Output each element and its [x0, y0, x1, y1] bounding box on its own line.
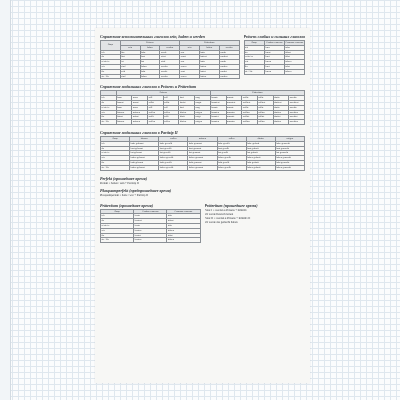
table-cell: wollten: [242, 120, 258, 125]
person-cell: ich: [244, 45, 264, 50]
header-cell: Сильные глаголы: [167, 209, 200, 214]
table-cell: haben gesollt: [217, 156, 246, 161]
table-cell: habt gemocht: [275, 160, 304, 165]
table-cell: fährst: [284, 50, 304, 55]
table-cell: können: [116, 110, 132, 115]
table-cell: mochte: [289, 105, 305, 110]
table-body: [101, 50, 240, 79]
header-cell: Präsens: [116, 91, 210, 96]
table-cell: haben gewollt: [159, 156, 188, 161]
table-cell: durfte: [273, 105, 289, 110]
header-cell: Лицо: [101, 209, 134, 214]
present-tense-table: [244, 40, 306, 75]
table-cell: mochten: [289, 110, 305, 115]
table-cell: wollen: [148, 120, 164, 125]
table-cell: habt gesollt: [217, 160, 246, 165]
table-cell: musste: [226, 96, 242, 101]
table-cell: habe: [140, 50, 160, 55]
table-cell: mag: [195, 105, 211, 110]
header-cell: Лицо: [101, 41, 121, 51]
table-cell: durftet: [273, 115, 289, 120]
table-cell: sollten: [257, 110, 273, 115]
table-cell: darf: [179, 105, 195, 110]
lower-section: [100, 201, 305, 244]
person-cell: wir: [101, 228, 134, 233]
person-cell: du: [101, 55, 121, 60]
table-cell: darfst: [179, 100, 195, 105]
prateritum-table: [100, 209, 201, 244]
table-header-row: [244, 41, 305, 46]
table-cell: darf: [179, 96, 195, 101]
person-cell: ich: [101, 96, 117, 101]
table-cell: hat: [140, 60, 160, 65]
table-cell: fuhrst: [167, 219, 200, 224]
table-cell: müssen: [132, 110, 148, 115]
table-cell: wolltest: [242, 100, 258, 105]
person-cell: er/sie/es: [101, 60, 121, 65]
header-cell: Präteritum: [210, 91, 304, 96]
table-cell: wolltet: [242, 115, 258, 120]
table-cell: lernen: [264, 60, 284, 65]
table-row: [101, 238, 201, 243]
person-cell: sie / Sie: [244, 69, 264, 74]
table-cell: hattest: [199, 55, 219, 60]
header-cell: Präsens: [120, 41, 179, 46]
table-cell: fahrt: [284, 64, 304, 69]
header-cell: Präteritum: [180, 41, 239, 46]
table-cell: dürfen: [179, 110, 195, 115]
table-cell: habt gekonnt: [130, 160, 159, 165]
table-cell: konnten: [210, 110, 226, 115]
table-cell: fahren: [284, 60, 304, 65]
person-cell: er/sie/es: [101, 151, 130, 156]
table-cell: lernt: [264, 64, 284, 69]
table-cell: dürfen: [179, 120, 195, 125]
table-cell: werdet: [160, 69, 180, 74]
table-cell: musst: [132, 100, 148, 105]
table-cell: fuhr: [167, 214, 200, 219]
perfekt-rule: Perfekt = haben / sein + Partizip II: [100, 181, 139, 185]
table-cell: sind: [120, 64, 140, 69]
header-cell: sollen: [217, 136, 246, 141]
auxiliary-verbs-block: [100, 32, 240, 79]
table-cell: hast: [140, 55, 160, 60]
table-cell: wurden: [219, 74, 239, 79]
table-cell: hat gemusst: [188, 151, 217, 156]
table-cell: haben gewollt: [159, 165, 188, 170]
table-cell: fährt: [284, 55, 304, 60]
table-cell: wurde: [219, 60, 239, 65]
table-cell: lerntest: [134, 219, 167, 224]
table-cell: lerne: [264, 45, 284, 50]
table-cell: wollte: [242, 105, 258, 110]
table-cell: konnte: [210, 96, 226, 101]
table-cell: sollte: [257, 96, 273, 101]
table-cell: durften: [273, 110, 289, 115]
perfekt-title: Perfekt (прошедшее время): [100, 175, 148, 181]
table-cell: haben gemocht: [275, 165, 304, 170]
table-cell: ist: [120, 60, 140, 65]
table-cell: fuhrt: [167, 233, 200, 238]
table-cell: kann: [116, 96, 132, 101]
person-cell: ihr: [244, 64, 264, 69]
table-cell: fahren: [284, 69, 304, 74]
table-cell: will: [148, 105, 164, 110]
grammar-sheet: [95, 28, 310, 383]
partizip-table: [100, 136, 305, 171]
table-cell: mögen: [195, 120, 211, 125]
table-cell: haben gedurft: [246, 165, 275, 170]
table-cell: wird: [160, 60, 180, 65]
header-cell: sein: [180, 45, 200, 50]
person-cell: er/sie/es: [101, 105, 117, 110]
table-cell: hatten: [199, 74, 219, 79]
person-cell: du: [244, 50, 264, 55]
table-cell: will: [148, 96, 164, 101]
table-cell: hast gesollt: [217, 146, 246, 151]
person-cell: er/sie/es: [101, 223, 134, 228]
table-cell: bin: [120, 50, 140, 55]
futur-block: [205, 201, 306, 244]
table-cell: mochtet: [289, 115, 305, 120]
table-cell: mögen: [195, 110, 211, 115]
table-cell: konntet: [210, 115, 226, 120]
table-cell: konntest: [210, 100, 226, 105]
table-cell: wollte: [242, 96, 258, 101]
table-cell: soll: [163, 105, 179, 110]
table-cell: müsst: [132, 115, 148, 120]
table-cell: haben gesollt: [217, 165, 246, 170]
table-cell: können: [116, 120, 132, 125]
table-cell: hast gemocht: [275, 146, 304, 151]
person-cell: sie / Sie: [101, 74, 121, 79]
table-cell: sollte: [257, 105, 273, 110]
table-cell: haben gekonnt: [130, 156, 159, 161]
table-cell: werde: [160, 50, 180, 55]
person-cell: er/sie/es: [244, 55, 264, 60]
table-cell: habe gemocht: [275, 141, 304, 146]
person-cell: ich: [101, 214, 134, 219]
person-cell: ihr: [101, 69, 121, 74]
notebook-page-edge: [0, 0, 11, 400]
header-cell: sein: [120, 45, 140, 50]
table-cell: habe gesollt: [217, 141, 246, 146]
table-cell: hattet: [199, 69, 219, 74]
table-cell: dürft: [179, 115, 195, 120]
futur-title: Präteritum (прошедшее время): [204, 202, 258, 208]
table-body: [101, 96, 305, 125]
table-cell: hat gewollt: [159, 151, 188, 156]
table-cell: hast gewollt: [159, 146, 188, 151]
table-cell: wurde: [219, 50, 239, 55]
table-cell: mussten: [226, 110, 242, 115]
table-cell: musste: [226, 105, 242, 110]
table-cell: bist: [120, 55, 140, 60]
table-cell: fuhren: [167, 238, 200, 243]
person-cell: wir: [101, 156, 130, 161]
table-cell: mochte: [289, 96, 305, 101]
table-cell: haben: [140, 64, 160, 69]
table-cell: mag: [195, 96, 211, 101]
table-cell: habt: [140, 69, 160, 74]
table-cell: fuhren: [167, 228, 200, 233]
table-cell: lernst: [264, 50, 284, 55]
table-cell: hast gemusst: [188, 146, 217, 151]
table-cell: lernten: [134, 228, 167, 233]
table-cell: habt gemusst: [188, 160, 217, 165]
table-row: [101, 165, 305, 170]
table-cell: wollt: [148, 115, 164, 120]
table-cell: muss: [132, 96, 148, 101]
table-cell: war: [180, 50, 200, 55]
table-cell: sollst: [163, 100, 179, 105]
table-cell: lernen: [264, 69, 284, 74]
futur-example: Ich werde Deutsch lernen: [204, 212, 234, 216]
table-cell: wurdest: [219, 55, 239, 60]
table-cell: sollen: [163, 110, 179, 115]
person-cell: du: [101, 100, 117, 105]
table-body: [101, 141, 305, 170]
table-cell: konnte: [210, 105, 226, 110]
header-cell: Слабые глаголы: [134, 209, 167, 214]
table-cell: durftest: [273, 100, 289, 105]
table-cell: musstest: [226, 100, 242, 105]
futur-rule: Futur II = werden в Präsens + Infinitiv II: [204, 216, 251, 220]
table-cell: lerntet: [134, 233, 167, 238]
table-cell: müssen: [132, 120, 148, 125]
person-cell: sie / Sie: [101, 120, 117, 125]
header-cell: werden: [160, 45, 180, 50]
table-cell: hat gedurft: [246, 151, 275, 156]
header-cell: haben: [140, 45, 160, 50]
table-cell: mussten: [226, 120, 242, 125]
table-cell: solltet: [257, 115, 273, 120]
table-body: [101, 214, 201, 243]
header-cell: müssen: [188, 136, 217, 141]
table-row: [244, 69, 305, 74]
table-cell: könnt: [116, 115, 132, 120]
prateritum-block: [100, 201, 201, 244]
table-cell: musstet: [226, 115, 242, 120]
table-cell: sollen: [163, 120, 179, 125]
table-cell: solltest: [257, 100, 273, 105]
header-cell: Сильные глаголы: [285, 41, 304, 44]
table-cell: konnten: [210, 120, 226, 125]
partizip-title: Спряжение модальных глаголов в Partizip II: [100, 129, 178, 135]
table-cell: mögt: [195, 115, 211, 120]
table-cell: muss: [132, 105, 148, 110]
person-cell: du: [101, 146, 130, 151]
plusquamperfekt-rule: Plusquamperfekt = hatte / war + Partizip II: [100, 193, 148, 197]
person-cell: ihr: [101, 115, 117, 120]
table-cell: habt gewollt: [159, 160, 188, 165]
table-cell: haben gekonnt: [130, 165, 159, 170]
table-cell: habt gedurft: [246, 160, 275, 165]
table-cell: warst: [180, 55, 200, 60]
table-cell: wirst: [160, 55, 180, 60]
table-cell: haben gemocht: [275, 156, 304, 161]
futur-rule: Futur I = werden в Präsens + Infinitiv: [204, 208, 247, 212]
table-cell: willst: [148, 100, 164, 105]
table-cell: hast gekonnt: [130, 146, 159, 151]
table-cell: hatte: [199, 60, 219, 65]
header-cell: dürfen: [246, 136, 275, 141]
table-cell: kannst: [116, 100, 132, 105]
header-cell: werden: [219, 45, 239, 50]
header-cell: mögen: [275, 136, 304, 141]
table-body: [244, 45, 305, 74]
table-cell: mochtest: [289, 100, 305, 105]
auxiliary-verbs-table: [100, 40, 240, 79]
header-cell: wollen: [159, 136, 188, 141]
modal-verbs-title: Спряжение модальных глаголов в Präsens и Präteritum: [100, 84, 197, 90]
header-cell: Слабые глаголы: [266, 41, 283, 44]
present-tense-title: Präsens слабых и сильных глаголов: [243, 34, 305, 39]
table-cell: waren: [180, 74, 200, 79]
table-cell: haben gedurft: [246, 156, 275, 161]
table-cell: haben gemusst: [188, 156, 217, 161]
table-cell: sollt: [163, 115, 179, 120]
table-cell: habe gemusst: [188, 141, 217, 146]
auxiliary-verbs-section: [100, 32, 305, 79]
table-cell: wollten: [242, 110, 258, 115]
table-cell: lernte: [134, 223, 167, 228]
table-cell: fuhr: [167, 223, 200, 228]
header-cell: können: [130, 136, 159, 141]
person-cell: wir: [101, 110, 117, 115]
table-cell: kann: [116, 105, 132, 110]
table-cell: durfte: [273, 96, 289, 101]
table-cell: haben: [140, 74, 160, 79]
table-cell: hat gemocht: [275, 151, 304, 156]
table-cell: hat gesollt: [217, 151, 246, 156]
table-cell: seid: [120, 69, 140, 74]
person-cell: sie / Sie: [101, 165, 130, 170]
table-cell: waren: [180, 64, 200, 69]
table-cell: war: [180, 60, 200, 65]
table-cell: sollten: [257, 120, 273, 125]
person-cell: wir: [101, 64, 121, 69]
table-cell: hatte: [199, 50, 219, 55]
header-cell: Лицо: [244, 41, 264, 46]
table-cell: habe gewollt: [159, 141, 188, 146]
table-cell: hatten: [199, 64, 219, 69]
table-cell: habe gekonnt: [130, 141, 159, 146]
table-cell: wart: [180, 69, 200, 74]
table-cell: fahre: [284, 45, 304, 50]
prateritum-title: Präteritum (прошедшее время): [100, 202, 154, 208]
table-cell: mochten: [289, 120, 305, 125]
table-row: [101, 120, 305, 125]
table-cell: magst: [195, 100, 211, 105]
table-header-row: [101, 209, 201, 214]
futur-example: Ich werde das gemacht haben: [204, 220, 238, 224]
table-cell: haben gemusst: [188, 165, 217, 170]
table-cell: habe gedurft: [246, 141, 275, 146]
table-cell: wollen: [148, 110, 164, 115]
header-cell: Лицо: [101, 136, 130, 141]
present-tense-block: [244, 32, 306, 79]
person-cell: ihr: [101, 233, 134, 238]
person-cell: sie / Sie: [101, 238, 134, 243]
table-cell: durften: [273, 120, 289, 125]
table-cell: lernt: [264, 55, 284, 60]
table-cell: werden: [160, 64, 180, 69]
table-cell: wurdet: [219, 69, 239, 74]
person-cell: ich: [101, 141, 130, 146]
table-cell: lernten: [134, 238, 167, 243]
header-cell: haben: [199, 45, 219, 50]
auxiliary-verbs-title: Спряжение вспомогательных глаголов sein, haben и werden: [100, 34, 205, 39]
person-cell: wir: [244, 60, 264, 65]
plusquamperfekt-title: Plusquamperfekt (предпрошедшее время): [100, 187, 172, 193]
table-cell: soll: [163, 96, 179, 101]
table-cell: werden: [160, 74, 180, 79]
table-cell: lernte: [134, 214, 167, 219]
person-cell: du: [101, 219, 134, 224]
table-cell: hat gekonnt: [130, 151, 159, 156]
table-cell: hast gedurft: [246, 146, 275, 151]
table-cell: wurden: [219, 64, 239, 69]
person-cell: ihr: [101, 160, 130, 165]
person-cell: ich: [101, 50, 121, 55]
table-row: [101, 74, 240, 79]
modal-verbs-table: [100, 90, 305, 125]
table-cell: sind: [120, 74, 140, 79]
